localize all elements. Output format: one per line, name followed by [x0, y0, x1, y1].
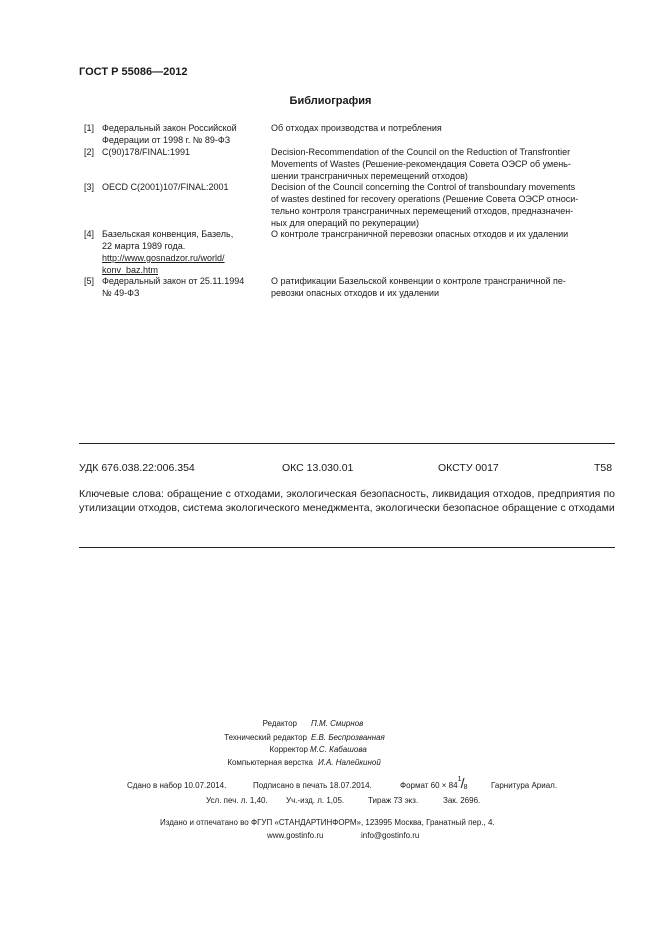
source-url-link[interactable]: http://www.gosnadzor.ru/world/ [102, 253, 225, 263]
title-line: О ратификации Базельской конвенции о контроле трансграничной пе- [271, 276, 566, 286]
title-line: Decision of the Council concerning the Control of transboundary movements [271, 182, 576, 192]
publisher-email-link[interactable]: info@gostinfo.ru [361, 831, 420, 840]
source-line: Федеральный закон Российской [102, 123, 237, 133]
source-line: № 49-ФЗ [102, 288, 140, 298]
font-info: Гарнитура Ариал. [491, 781, 558, 790]
entry-number: [2] [84, 147, 95, 157]
title-line: Movements of Wastes (Решение-рекомендация Совета ОЭСР об умень- [271, 159, 571, 169]
udk-code: УДК 676.038.22:006.354 [79, 462, 195, 474]
title-line: of wastes destined for recovery operations (Решение Совета ОЭСР относи- [271, 194, 579, 204]
source-url-link[interactable]: konv_baz.htm [102, 265, 159, 275]
fraction-numerator: 1 [457, 776, 462, 783]
entry-title [271, 228, 616, 240]
oks-code: ОКС 13.030.01 [282, 462, 354, 474]
entry-source [102, 181, 262, 193]
order-number: Зак. 2696. [443, 796, 481, 805]
entry-source [102, 275, 262, 299]
format-fraction [457, 775, 470, 791]
entry-title [271, 181, 616, 229]
category-code: Т58 [594, 462, 613, 474]
credit-name: Е.В. Беспрозванная [311, 733, 385, 742]
credit-name: П.М. Смирнов [311, 719, 364, 728]
entry-title [271, 122, 616, 134]
print-run: Тираж 73 экз. [368, 796, 419, 805]
source-line: OECD C(2001)107/FINAL:2001 [102, 182, 229, 192]
printed-sheets: Усл. печ. л. 1,40. [206, 796, 268, 805]
title-line: ревозки опасных отходов и их удалении [271, 288, 439, 298]
format-info [400, 775, 470, 791]
entry-number: [1] [84, 123, 95, 133]
typeset-date: Сдано в набор 10.07.2014. [127, 781, 227, 790]
source-line: C(90)178/FINAL:1991 [102, 147, 191, 157]
credit-role: Корректор [269, 745, 308, 754]
fraction-denominator: 8 [463, 784, 468, 791]
signed-date: Подписано в печать 18.07.2014. [253, 781, 372, 790]
divider-top [79, 443, 615, 444]
entry-number: [5] [84, 276, 95, 286]
divider-bottom [79, 547, 615, 548]
bibliography-title: Библиография [289, 95, 372, 107]
title-line: шении трансграничных перемещений отходов) [271, 171, 468, 181]
credit-role: Компьютерная верстка [227, 758, 313, 767]
entry-source [102, 146, 262, 158]
entry-title [271, 146, 616, 182]
credit-role: Технический редактор [224, 733, 307, 742]
entry-number: [4] [84, 229, 95, 239]
title-line: Decision-Recommendation of the Council on the Reduction of Transfrontier [271, 147, 571, 157]
credit-name: М.С. Кабашова [310, 745, 367, 754]
title-line: тельно контроля трансграничных перемещений отходов, предназначен- [271, 206, 574, 216]
source-line: Федерации от 1998 г. № 89-ФЗ [102, 135, 231, 145]
publisher-site-link[interactable]: www.gostinfo.ru [267, 831, 324, 840]
title-line: ных для операций по рекуперации) [271, 218, 419, 228]
source-line: Базельская конвенция, Базель, [102, 229, 234, 239]
entry-source [102, 122, 262, 146]
publisher-line: Издано и отпечатано во ФГУП «СТАНДАРТИНФОРМ», 123995 Москва, Гранатный пер., 4. [160, 818, 495, 827]
fraction-slash: / [460, 775, 465, 791]
source-line: 22 марта 1989 года. [102, 241, 186, 251]
entry-source [102, 228, 262, 276]
publisher-sheets: Уч.-изд. л. 1,05. [286, 796, 345, 805]
entry-title [271, 275, 616, 299]
title-line: Об отходах производства и потребления [271, 123, 442, 133]
okstu-code: ОКСТУ 0017 [438, 462, 499, 474]
keywords-text: Ключевые слова: обращение с отходами, экологическая безопасность, ликвидация отходов, предприятия по утилизации отходов, система экологического менеджмента, экологически безопасное обращение с отходами [79, 488, 615, 514]
credit-name: И.А. Налейкиной [318, 758, 381, 767]
title-line: О контроле трансграничной перевозки опасных отходов и их удалении [271, 229, 569, 239]
format-prefix: Формат 60 × 84 [400, 781, 458, 791]
document-code: ГОСТ Р 55086—2012 [79, 66, 188, 78]
entry-number: [3] [84, 182, 95, 192]
source-line: Федеральный закон от 25.11.1994 [102, 276, 245, 286]
credit-role: Редактор [262, 719, 297, 728]
